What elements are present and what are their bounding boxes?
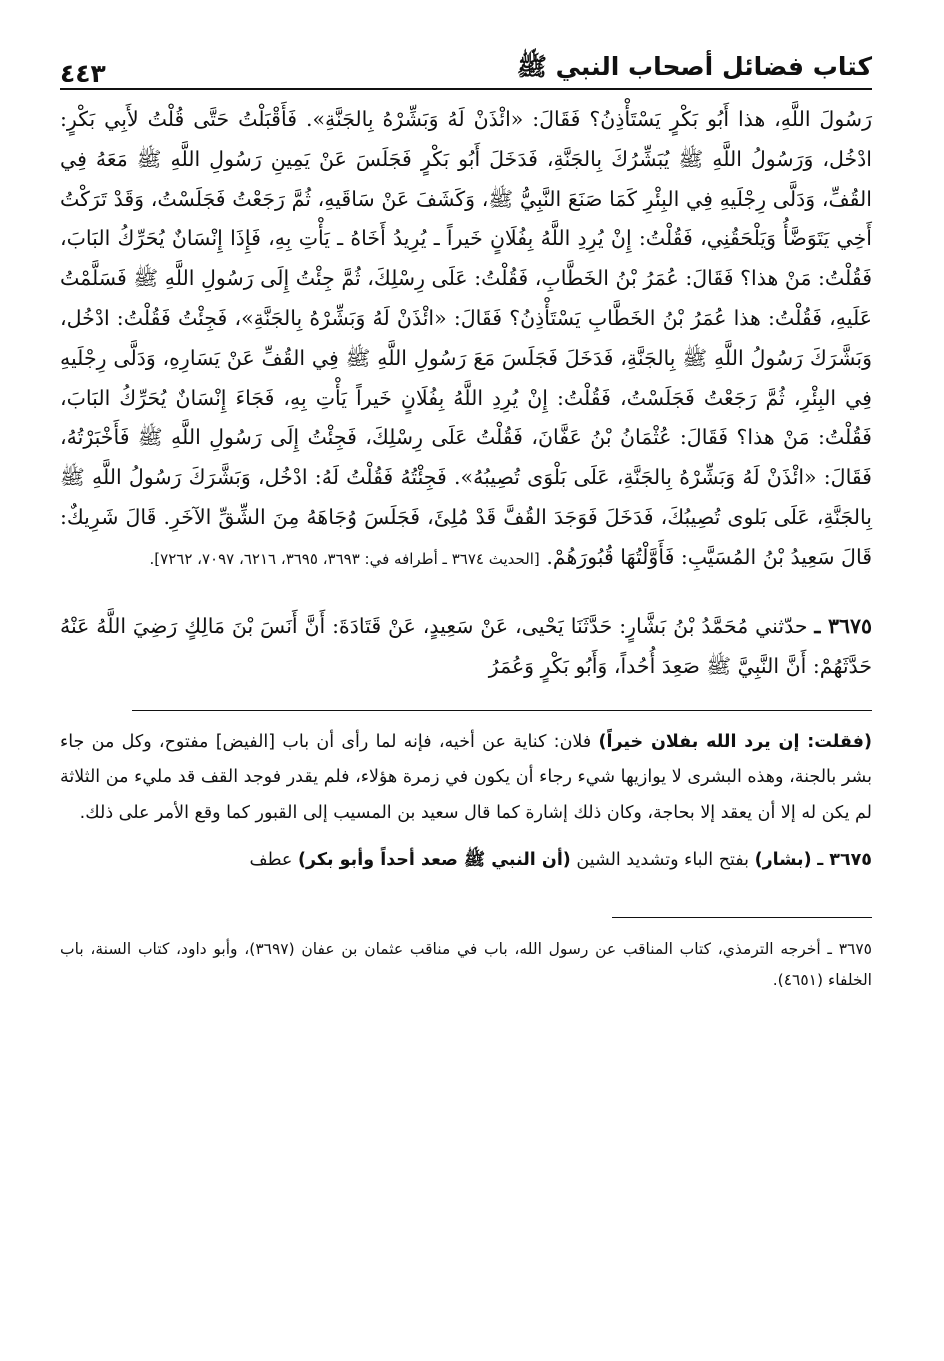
commentary-separator (132, 710, 872, 711)
commentary-text-3: عطف (249, 850, 293, 871)
page-number: ٤٤٣ (60, 59, 106, 88)
footnote-separator (612, 917, 872, 918)
footnote: ٣٦٧٥ ـ أخرجه الترمذي، كتاب المناقب عن رسول الله، باب في مناقب عثمان بن عفان (٣٦٩٧)، وأبو داود، كتاب السنة، باب الخلفاء (٤٦٥١). (60, 939, 872, 989)
hadith-3675 (60, 606, 872, 686)
commentary-lead: (فقلت: إن يرد الله بفلان خيراً) (598, 731, 872, 752)
commentary (60, 725, 872, 879)
hadith-body (60, 100, 872, 686)
commentary-quote: (أن النبي ﷺ صعد أحداً وأبو بكر) (297, 850, 571, 871)
hadith-reference: [الحديث ٣٦٧٤ ـ أطرافه في: ٣٦٩٣، ٣٦٩٥، ٦٢١٦، ٧٠٩٧، ٧٢٦٢]. (149, 549, 540, 568)
commentary-number: ٣٦٧٥ ـ (817, 850, 872, 871)
book-page (60, 40, 872, 996)
page-header (60, 40, 872, 90)
commentary-text: فلان: كناية عن أخيه، فإنه لما رأى أن باب [الفيض] مفتوح، وكل من جاء بشر بالجنة، وهذه البشرى لا يوازيها شيء رجاء أن يكون في زمرة هؤلاء، فلم يقدر فوجد القف قد مليء من الثلاثة لم يكن له إلا أن يعقد إلا بحاجة، وكان ذلك إشارة كما قال سعيد بن المسيب إلى القبور كما وقع الأمر على ذلك. (60, 731, 872, 823)
hadith-3675-text: حدّثني مُحَمَّدُ بْنُ بَشَّارٍ: حَدَّثَنَا يَحْيى، عَنْ سَعِيدٍ، عَنْ قَتَادَةَ: أَنَّ أَنَسَ بْنَ مَالِكٍ رَضِيَ اللَّهُ عَنْهُ حَدَّثَهُمْ: أَنَّ النَّبِيَّ ﷺ صَعِدَ أُحُداً، وَأَبُو بَكْرٍ وَعُمَرُ (60, 613, 872, 678)
hadith-number: ٣٦٧٥ ـ (814, 613, 872, 638)
commentary-paragraph-1 (60, 725, 872, 832)
hadith-3674-text (60, 100, 872, 580)
hadith-3674-narration: رَسُولَ اللَّهِ، هذا أَبُو بَكْرٍ يَسْتَأْذِنُ؟ فَقَالَ: «ائْذَنْ لَهُ وَبَشِّرْهُ بِالجَنَّةِ». فَأَقْبَلْتُ حَتَّى قُلْتُ لأَبِي بَكْرٍ: ادْخُل، وَرَسُولُ اللَّهِ ﷺ يُبَشِّرُكَ بِالجَنَّةِ، فَدَخَلَ أَبُو بَكْرٍ فَجَلَسَ عَنْ يَمِينِ رَسُولِ اللَّهِ ﷺ مَعَهُ فِي القُفِّ، وَدَلَّى رِجْلَيهِ فِي البِئْرِ كَمَا صَنَعَ النَّبِيُّ ﷺ، وَكَشَفَ عَنْ سَاقَيهِ، ثُمَّ رَجَعْتُ فَجَلَسْتُ، وَقَدْ تَرَكْتُ أَخِي يَتَوَضَّأُ وَيَلْحَقُنِي، فَقُلْتُ: إِنْ يُرِدِ اللَّهُ بِفُلَانٍ خَيراً ـ يُرِيدُ أَخَاهُ ـ يَأْتِ بِهِ، فَإِذَا إِنْسَانٌ يُحَرِّكُ البَابَ، فَقُلْتُ: مَنْ هذا؟ فَقَالَ: عُمَرُ بْنُ الخَطَّابِ، فَقُلْتُ: عَلَى رِسْلِكَ، ثُمَّ جِئْتُ إِلَى رَسُولِ اللَّهِ ﷺ فَسَلَّمْتُ عَلَيهِ، فَقُلْتُ: هذا عُمَرُ بْنُ الخَطَّابِ يَسْتَأْذِنُ؟ فَقَالَ: «ائْذَنْ لَهُ وَبَشِّرْهُ بِالجَنَّةِ»، فَجِئْتُ فَقُلْتُ: ادْخُل، وَبَشَّرَكَ رَسُولُ اللَّهِ ﷺ بِالجَنَّةِ، فَدَخَلَ فَجَلَسَ مَعَ رَسُولِ اللَّهِ ﷺ فِي القُفِّ عَنْ يَسَارِهِ، وَدَلَّى رِجْلَيهِ فِي البِئْرِ، ثُمَّ رَجَعْتُ فَجَلَسْتُ، فَقُلْتُ: إِنْ يُرِدِ اللَّهُ بِفُلَانٍ خَيراً يَأْتِ بِهِ، فَجَاءَ إِنْسَانٌ يُحَرِّكُ البَابَ، فَقُلْتُ: مَنْ هذا؟ فَقَالَ: عُثْمَانُ بْنُ عَفَّانَ، فَقُلْتُ عَلَى رِسْلِكَ، فَجِئْتُ إِلَى رَسُولِ اللَّهِ ﷺ فَأَخْبَرْتُهُ، فَقَالَ: «ائْذَنْ لَهُ وَبَشِّرْهُ بِالجَنَّةِ، عَلَى بَلْوَى تُصِيبُهُ». فَجِئْتُهُ فَقُلْتُ لَهُ: ادْخُل، وَبَشَّرَكَ رَسُولُ اللَّهِ ﷺ بِالجَنَّةِ، عَلَى بَلوى تُصِيبُكَ، فَدَخَلَ فَوَجَدَ القُفَّ قَدْ مُلِئَ، فَجَلَسَ وُجَاهَهُ مِنَ الشِّقِّ الآخَرِ. قَالَ شَرِيكٌ: قَالَ سَعِيدُ بْنُ المُسَيَّبِ: فَأَوَّلْتُهَا قُبُورَهُمْ. (60, 107, 872, 569)
commentary-text-2: بفتح الباء وتشديد الشين (576, 850, 749, 871)
commentary-paragraph-2 (60, 843, 872, 879)
chapter-title: كتاب فضائل أصحاب النبي ﷺ (516, 52, 872, 81)
commentary-lead-2: (بشار) (754, 850, 812, 871)
